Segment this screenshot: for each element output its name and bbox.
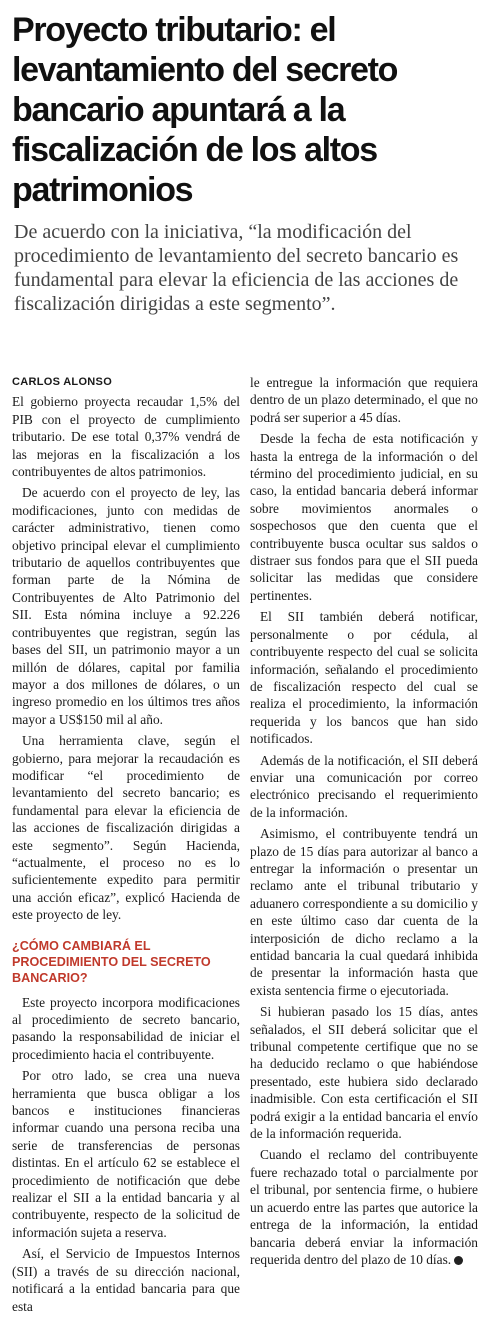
article-byline: CARLOS ALONSO	[12, 376, 113, 388]
article-headline: Proyecto tributario: el levantamiento del secreto bancario apuntará a la fiscalización de los altos patrimonios	[12, 11, 398, 209]
article-body	[12, 374, 478, 1314]
body-paragraph: Por otro lado, se crea una nueva herramienta que busca obligar a los bancos e instituciones financieras informar cuando una persona reciba una serie de transferencias de personas distintas. En el artículo 62 se establece el procedimiento de notificación que debe realizar el SII a la entidad bancaria y al contribuyente, respecto de la solicitud de información sujeta a reserva.	[12, 1068, 240, 1240]
body-paragraph: El gobierno proyecta recaudar 1,5% del PIB con el proyecto de cumplimiento tributario. De ese total 0,37% vendrá de las mejoras en la fiscalización a los contribuyentes de altos patrimonios.	[12, 394, 240, 480]
body-paragraph: Así, el Servicio de Impuestos Internos (SII) a través de su dirección nacional, notificará a la entidad bancaria para que esta	[12, 1246, 240, 1314]
article-column-right	[250, 374, 478, 1272]
last-paragraph-text: Cuando el reclamo del contribuyente fuere rechazado total o parcialmente por el tribunal, por sentencia firme, o hubiere un acuerdo entre las partes que autorice la entrega de la información, la entidad bancaria deberá enviar la información requerida dentro del plazo de 10 días.	[250, 1147, 478, 1267]
body-paragraph: De acuerdo con el proyecto de ley, las modificaciones, junto con medidas de carácter administrativo, tienen como objetivo principal elevar el cumplimiento tributario de aquellos contribuyentes que forman parte de la Nómina de Contribuyentes de Alto Patrimonio del SII. Esta nómina incluye a 92.226 contribuyentes que registran, según las bases del SII, un patrimonio mayor a un millón de dólares, capital por familia mayor a dos millones de dólares, o un ingreso promedio en los últimos tres años mayor a US$150 mil al año.	[12, 485, 240, 727]
body-paragraph: Asimismo, el contribuyente tendrá un plazo de 15 días para autorizar al banco a entregar la información o presentar un reclamo ante el tribunal tributario y aduanero correspondiente a su domicilio y en este último caso dar cuenta de la interposición de dicho reclamo a la entidad bancaria la cual quedará inhibida de presentar la información hasta que exista sentencia firme o ejecutoriada.	[250, 826, 478, 998]
body-paragraph: Una herramienta clave, según el gobierno, para mejorar la recaudación es modificar “el procedimiento de levantamiento del secreto bancario; es fundamental para elevar la eficiencia de las acciones de fiscalización dirigidas a este segmento”. Según Hacienda, “actualmente, el proceso no es lo suficientemente expedito para permitir una acción eficaz”, explicó Hacienda de este proyecto de ley.	[12, 733, 240, 923]
body-paragraph: Este proyecto incorpora modificaciones al procedimiento de secreto bancario, pasando la responsabilidad de iniciar el procedimiento hacia el contribuyente.	[12, 994, 240, 1062]
body-paragraph: le entregue la información que requiera dentro de un plazo determinado, el que no podrá ser superior a 45 días.	[250, 375, 478, 425]
body-paragraph: Además de la notificación, el SII deberá enviar una comunicación por correo electrónico precisando el requerimiento de la información.	[250, 752, 478, 820]
article-deck: De acuerdo con la iniciativa, “la modificación del procedimiento de levantamiento del secreto bancario es fundamental para elevar la eficiencia de las acciones de fiscalización dirigidas a este segmento”.	[14, 221, 459, 315]
article-column-left	[12, 374, 240, 1319]
body-paragraph: Si hubieran pasado los 15 días, antes señalados, el SII deberá solicitar que el tribunal competente certifique que no se ha deducido reclamo o que habiéndose presentado, este hubiera sido declarado inadmisible. Con esta certificación el SII podrá exigir a la entidad bancaria el envío de la información requerida.	[250, 1004, 478, 1142]
body-paragraph: El SII también deberá notificar, personalmente o por cédula, al contribuyente respecto del cual se solicita información, señalando el procedimiento de fiscalización respecto del cual se realiza el procedimiento, la información requerida y los bancos que han sido notificados.	[250, 609, 478, 747]
end-of-article-icon	[454, 1256, 463, 1265]
section-subhead: ¿CÓMO CAMBIARÁ EL PROCEDIMIENTO DEL SECRETO BANCARIO?	[12, 938, 211, 985]
body-paragraph: Desde la fecha de esta notificación y hasta la entrega de la información o del término del procedimiento judicial, en su caso, la entidad bancaria deberá informar sobre movimientos anormales o sospechosos que den cuenta que el contribuyente busca ocultar sus saldos o distraer sus fondos para que el SII pueda solicitar las medidas que considere pertinentes.	[250, 431, 478, 603]
